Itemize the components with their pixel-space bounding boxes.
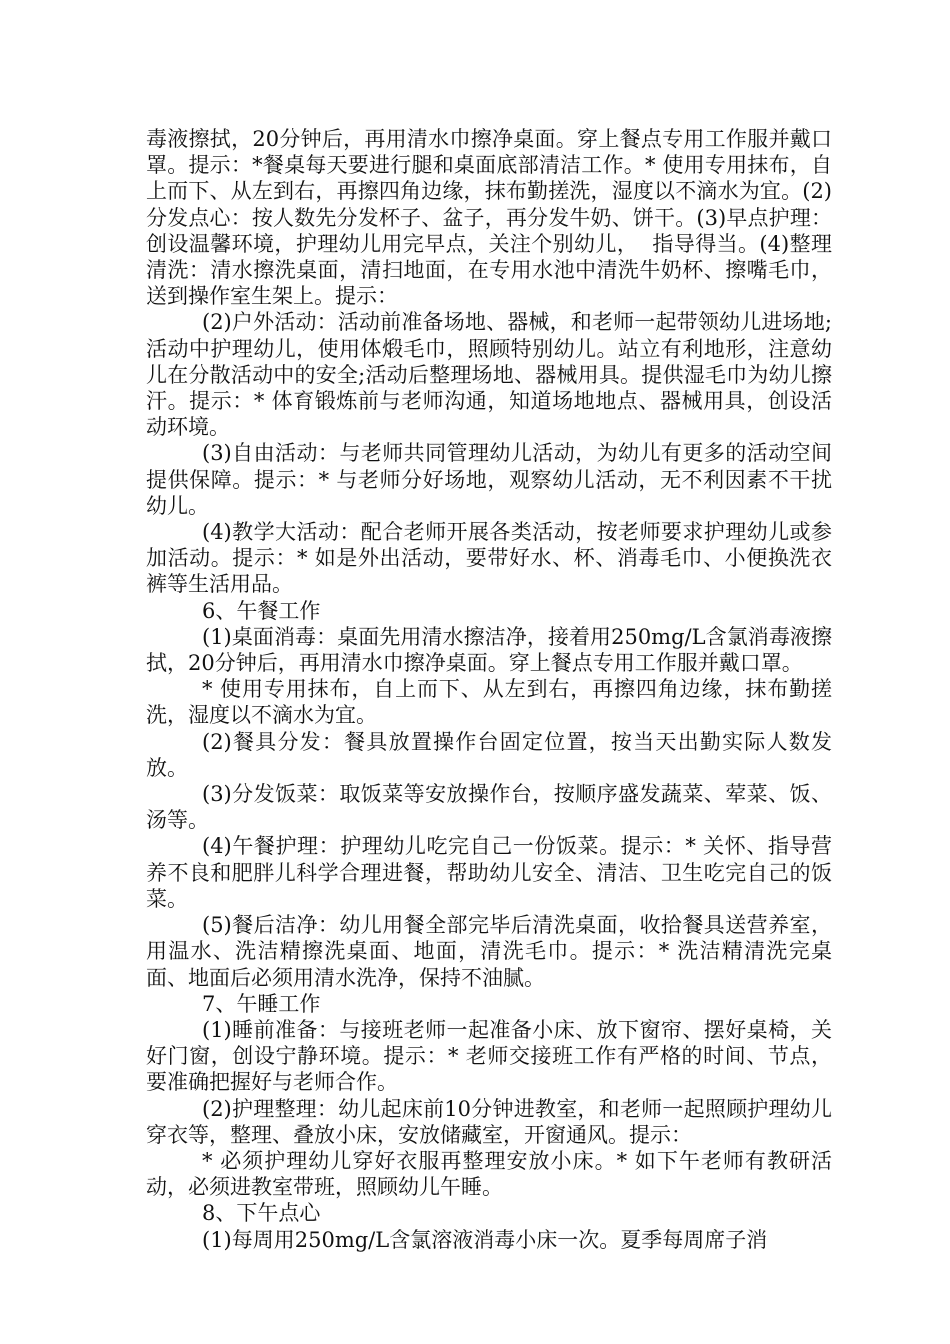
paragraph-nap-tips: * 必须护理幼儿穿好衣服再整理安放小床。* 如下午老师有教研活动，必须进教室带班，照顾幼儿午睡。: [146, 1148, 832, 1200]
section-heading-afternoon-snack: 8、下午点心: [202, 1201, 321, 1226]
document-body: [146, 126, 832, 1253]
paragraph-teaching-activity: (4)教学大活动：配合老师开展各类活动，按老师要求护理幼儿或参加活动。提示：* 如是外出活动，要带好水、杯、消毒毛巾、小便换洗衣裤等生活用品。: [146, 520, 832, 597]
paragraph-nap-care: (2)护理整理：幼儿起床前10分钟进教室，和老师一起照顾护理幼儿穿衣等，整理、叠放小床，安放储藏室，开窗通风。提示：: [146, 1096, 832, 1147]
paragraph-nap-preparation: (1)睡前准备：与接班老师一起准备小床、放下窗帘、摆好桌椅，关好门窗，创设宁静环境。提示：* 老师交接班工作有严格的时间、节点，要准确把握好与老师合作。: [146, 1017, 832, 1095]
paragraph-lunch-care: (4)午餐护理：护理幼儿吃完自己一份饭菜。提示：* 关怀、指导营养不良和肥胖儿科学合理进餐，帮助幼儿安全、清洁、卫生吃完自己的饭菜。: [146, 834, 832, 911]
paragraph-outdoor-activity: (2)户外活动：活动前准备场地、器械，和老师一起带领幼儿进场地;活动中护理幼儿，使用体煅毛巾，照顾特别幼儿。站立有利地形，注意幼儿在分散活动中的安全;活动后整理场地、器械用具。提供湿毛巾为幼儿擦汗。提示：* 体育锻炼前与老师沟通，知道场地地点、器械用具，创设活动环境。: [146, 310, 832, 440]
paragraph-after-meal-cleaning: (5)餐后洁净：幼儿用餐全部完毕后清洗桌面，收拾餐具送营养室，用温水、洗洁精擦洗桌面、地面，清洗毛巾。提示：* 洗洁精清洗完桌面、地面后必须用清水洗净，保持不油腻。: [146, 913, 832, 990]
paragraph-cloth-tip: * 使用专用抹布，自上而下、从左到右，再擦四角边缘，抹布勤搓洗，湿度以不滴水为宜。: [146, 677, 832, 728]
paragraph-tableware: (2)餐具分发：餐具放置操作台固定位置，按当天出勤实际人数发放。: [146, 729, 832, 780]
paragraph-bed-disinfection: (1)每周用250mg/L含氯溶液消毒小床一次。夏季每周席子消: [202, 1227, 768, 1252]
paragraph-breakfast-continued: 毒液擦拭，20分钟后，再用清水巾擦净桌面。穿上餐点专用工作服并戴口罩。提示：*餐桌每天要进行腿和桌面底部清洁工作。* 使用专用抹布，自上而下、从左到右，再擦四角边缘，抹布勤搓洗，湿度以不滴水为宜。(2)分发点心：按人数先分发杯子、盆子，再分发牛奶、饼干。(3)早点护理：创设温馨环境，护理幼儿用完早点，关注个别幼儿， 指导得当。(4)整理清洗：清水擦洗桌面，清扫地面，在专用水池中清洗牛奶杯、擦嘴毛巾，送到操作室生架上。提示：: [146, 127, 832, 309]
section-heading-lunch: 6、午餐工作: [202, 598, 321, 623]
paragraph-serve-meals: (3)分发饭菜：取饭菜等安放操作台，按顺序盛发蔬菜、荤菜、饭、汤等。: [146, 782, 832, 833]
paragraph-free-activity: (3)自由活动：与老师共同管理幼儿活动，为幼儿有更多的活动空间提供保障。提示：* 与老师分好场地，观察幼儿活动，无不利因素不干扰幼儿。: [146, 441, 832, 518]
paragraph-table-disinfection: (1)桌面消毒：桌面先用清水擦洁净，接着用250mg/L含氯消毒液擦拭，20分钟后，再用清水巾擦净桌面。穿上餐点专用工作服并戴口罩。: [146, 624, 832, 676]
section-heading-nap: 7、午睡工作: [202, 991, 321, 1016]
